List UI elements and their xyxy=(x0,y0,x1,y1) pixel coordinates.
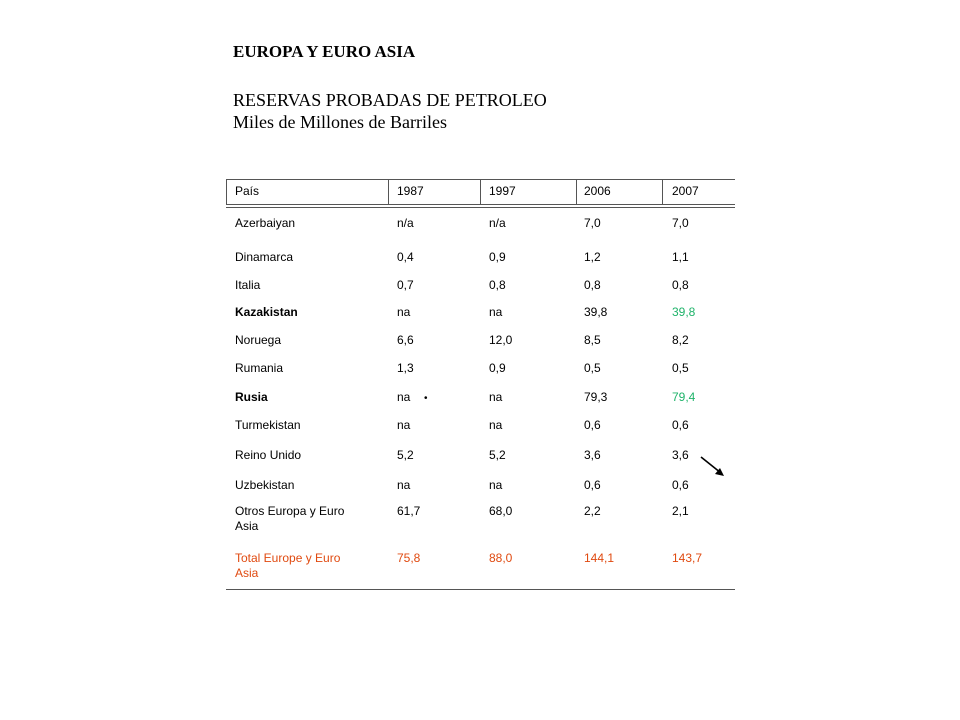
table-cell-1997: 0,9 xyxy=(489,250,506,264)
table-cell-1987: na xyxy=(397,305,411,319)
table-row-country: Italia xyxy=(235,278,261,292)
bullet-mark: • xyxy=(424,393,428,404)
table-row-country: Uzbekistan xyxy=(235,478,295,492)
table-cell-1987: 75,8 xyxy=(397,551,421,565)
table-cell-1987: 0,4 xyxy=(397,250,414,264)
table-cell-2007: 8,2 xyxy=(672,333,689,347)
table-cell-2006: 7,0 xyxy=(584,216,601,230)
table-row-country: Noruega xyxy=(235,333,282,347)
table-cell-1997: na xyxy=(489,305,503,319)
table-cell-2006: 79,3 xyxy=(584,390,608,404)
table-row-country: Dinamarca xyxy=(235,250,294,264)
table-cell-2007: 1,1 xyxy=(672,250,689,264)
table-cell-2006: 2,2 xyxy=(584,504,601,518)
table-cell-1987: n/a xyxy=(397,216,414,230)
table-cell-2007: 39,8 xyxy=(672,305,696,319)
table-cell-1997: 5,2 xyxy=(489,448,506,462)
table-cell-2006: 0,6 xyxy=(584,478,601,492)
table-cell-1987: 0,7 xyxy=(397,278,414,292)
header-rule-1 xyxy=(226,204,735,205)
table-row-country: Turmekistan xyxy=(235,418,301,432)
subtitle-line-1: RESERVAS PROBADAS DE PETROLEO xyxy=(233,90,547,110)
table-cell-2006: 0,6 xyxy=(584,418,601,432)
page-subtitle xyxy=(233,89,547,133)
table-cell-2006: 8,5 xyxy=(584,333,601,347)
table-cell-2007: 0,8 xyxy=(672,278,689,292)
table-row-country: Azerbaiyan xyxy=(235,216,296,230)
table-cell-2006: 39,8 xyxy=(584,305,608,319)
table-cell-1987: 5,2 xyxy=(397,448,414,462)
table-cell-1997: na xyxy=(489,418,503,432)
table-cell-1997: 88,0 xyxy=(489,551,513,565)
table-cell-1987: 6,6 xyxy=(397,333,414,347)
table-cell-2007: 0,5 xyxy=(672,361,689,375)
table-cell-1997: na xyxy=(489,390,503,404)
header-divider xyxy=(388,179,389,204)
table-cell-2007: 2,1 xyxy=(672,504,689,518)
table-cell-2006: 1,2 xyxy=(584,250,601,264)
table-cell-1997: 68,0 xyxy=(489,504,513,518)
header-2006: 2006 xyxy=(584,184,611,198)
table-row-total: Total Europe y Euro Asia xyxy=(235,551,341,580)
table-cell-2007: 0,6 xyxy=(672,418,689,432)
table-cell-1997: na xyxy=(489,478,503,492)
table-cell-1987: 61,7 xyxy=(397,504,421,518)
header-country: País xyxy=(235,184,260,198)
table-cell-1987: na xyxy=(397,390,411,404)
table-cell-1987: na xyxy=(397,418,411,432)
table-bottom-rule xyxy=(226,589,735,590)
table-cell-1997: 0,8 xyxy=(489,278,506,292)
arrow-down-right-icon xyxy=(698,454,728,480)
table-cell-2007: 3,6 xyxy=(672,448,689,462)
table-cell-1997: 12,0 xyxy=(489,333,513,347)
table-cell-2007: 143,7 xyxy=(672,551,703,565)
header-divider xyxy=(226,179,227,204)
header-divider xyxy=(576,179,577,204)
table-cell-1987: 1,3 xyxy=(397,361,414,375)
table-row-country: Reino Unido xyxy=(235,448,302,462)
table-row-country: Otros Europa y Euro Asia xyxy=(235,504,345,533)
header-2007: 2007 xyxy=(672,184,699,198)
table-cell-2006: 0,5 xyxy=(584,361,601,375)
table-cell-2007: 79,4 xyxy=(672,390,696,404)
header-rule-2 xyxy=(226,207,735,208)
table-cell-2007: 7,0 xyxy=(672,216,689,230)
table-row-country: Kazakistan xyxy=(235,305,298,319)
table-cell-2006: 0,8 xyxy=(584,278,601,292)
table-cell-2006: 3,6 xyxy=(584,448,601,462)
header-divider xyxy=(662,179,663,204)
header-1997: 1997 xyxy=(489,184,516,198)
header-1987: 1987 xyxy=(397,184,424,198)
subtitle-line-2: Miles de Millones de Barriles xyxy=(233,112,447,132)
table-cell-2006: 144,1 xyxy=(584,551,615,565)
header-divider xyxy=(480,179,481,204)
table-cell-2007: 0,6 xyxy=(672,478,689,492)
table-row-country: Rumania xyxy=(235,361,284,375)
page-title: EUROPA Y EURO ASIA xyxy=(233,42,416,61)
table-cell-1987: na xyxy=(397,478,411,492)
table-cell-1997: n/a xyxy=(489,216,506,230)
table-cell-1997: 0,9 xyxy=(489,361,506,375)
table-row-country: Rusia xyxy=(235,390,268,404)
